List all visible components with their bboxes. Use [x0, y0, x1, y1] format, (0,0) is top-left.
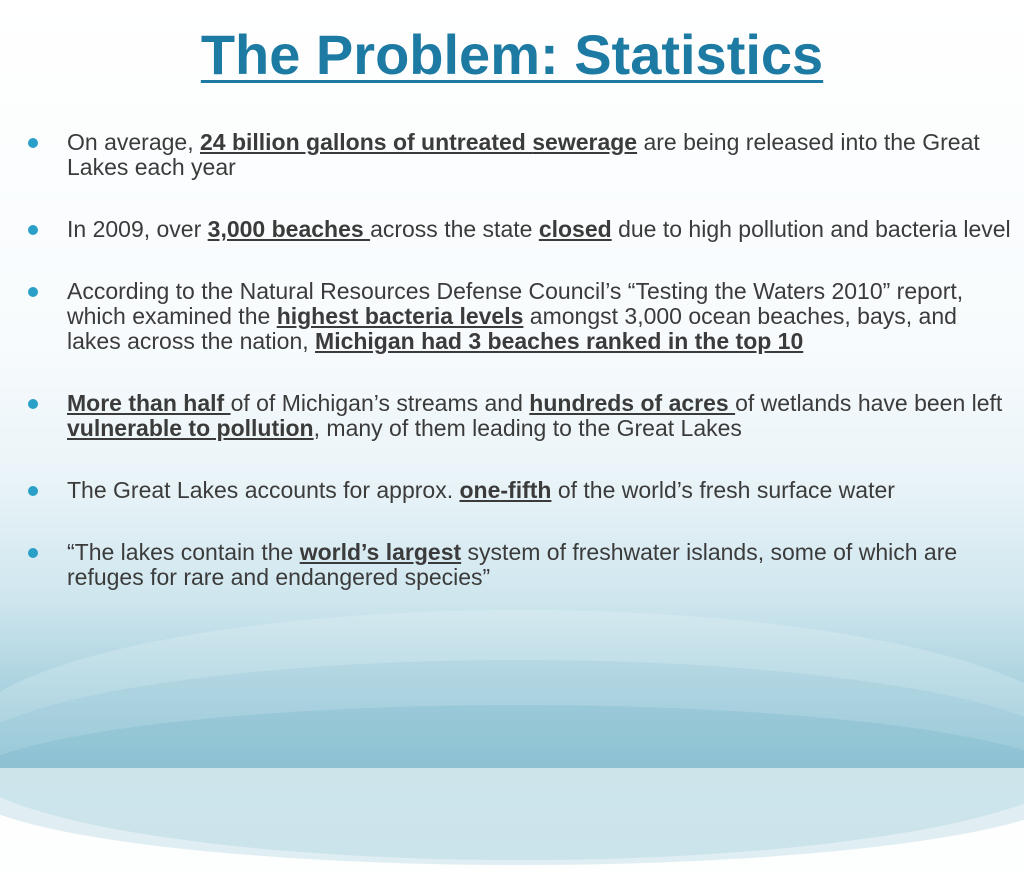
bullet-dot-icon — [28, 548, 38, 558]
bullet-highlight: hundreds of acres — [529, 390, 736, 416]
bullet-text: “The lakes contain the — [67, 539, 300, 565]
bullet-dot-icon — [28, 399, 38, 409]
bullet-text: are being released into the Great Lakes each year — [67, 129, 980, 180]
bullet-text: On average, — [67, 129, 200, 155]
bullet-highlight: More than half — [67, 390, 231, 416]
bullet-highlight: highest bacteria levels — [276, 303, 524, 329]
bullet-text: across the state — [370, 216, 539, 242]
bullet-highlight: one-fifth — [459, 477, 552, 503]
bullet-text: According to the Natural Resources Defense Council’s “Testing the Waters 2010” report, which examined the — [67, 278, 964, 329]
bullet-text: of of Michigan’s streams and — [230, 390, 530, 416]
bullet-text: amongst 3,000 ocean beaches, bays, and lakes across the nation, — [67, 303, 957, 354]
bullet-item — [24, 478, 1016, 503]
background-wave — [0, 660, 1024, 860]
bullet-highlight: world’s largest — [299, 539, 462, 565]
bullet-text: system of freshwater islands, some of which are refuges for rare and endangered species” — [67, 539, 958, 590]
slide-title-text: The Problem: Statistics — [200, 23, 824, 86]
bullet-highlight: 3,000 beaches — [207, 216, 371, 242]
bullet-text: , many of them leading to the Great Lakes — [313, 415, 742, 441]
bullet-highlight: 24 billion gallons of untreated — [199, 129, 533, 155]
bullet-item — [24, 279, 1016, 354]
bullet-text: The Great Lakes accounts for approx. — [67, 477, 460, 503]
bullet-highlight: Michigan had 3 beaches ranked in the top 10 — [315, 328, 804, 354]
bullet-item — [24, 540, 1016, 590]
bullet-text: of wetlands have been left — [735, 390, 1003, 416]
slide-title — [0, 22, 1024, 87]
bullet-text: In 2009, over — [67, 216, 208, 242]
bullet-list — [24, 130, 1016, 590]
bullet-item — [24, 391, 1016, 441]
background-wave — [0, 610, 1024, 870]
bullet-text: of the world’s fresh surface water — [551, 477, 895, 503]
bullet-dot-icon — [28, 486, 38, 496]
bullet-dot-icon — [28, 138, 38, 148]
bullet-highlight: vulnerable to pollution — [67, 415, 314, 441]
bullet-item — [24, 217, 1016, 242]
bullet-dot-icon — [28, 287, 38, 297]
bullet-text: due to high pollution and bacteria level — [611, 216, 1011, 242]
bullet-highlight: sewerage — [532, 129, 638, 155]
bullet-highlight: closed — [538, 216, 612, 242]
background-wave — [0, 705, 1024, 865]
bullet-dot-icon — [28, 225, 38, 235]
bullet-item — [24, 130, 1016, 180]
